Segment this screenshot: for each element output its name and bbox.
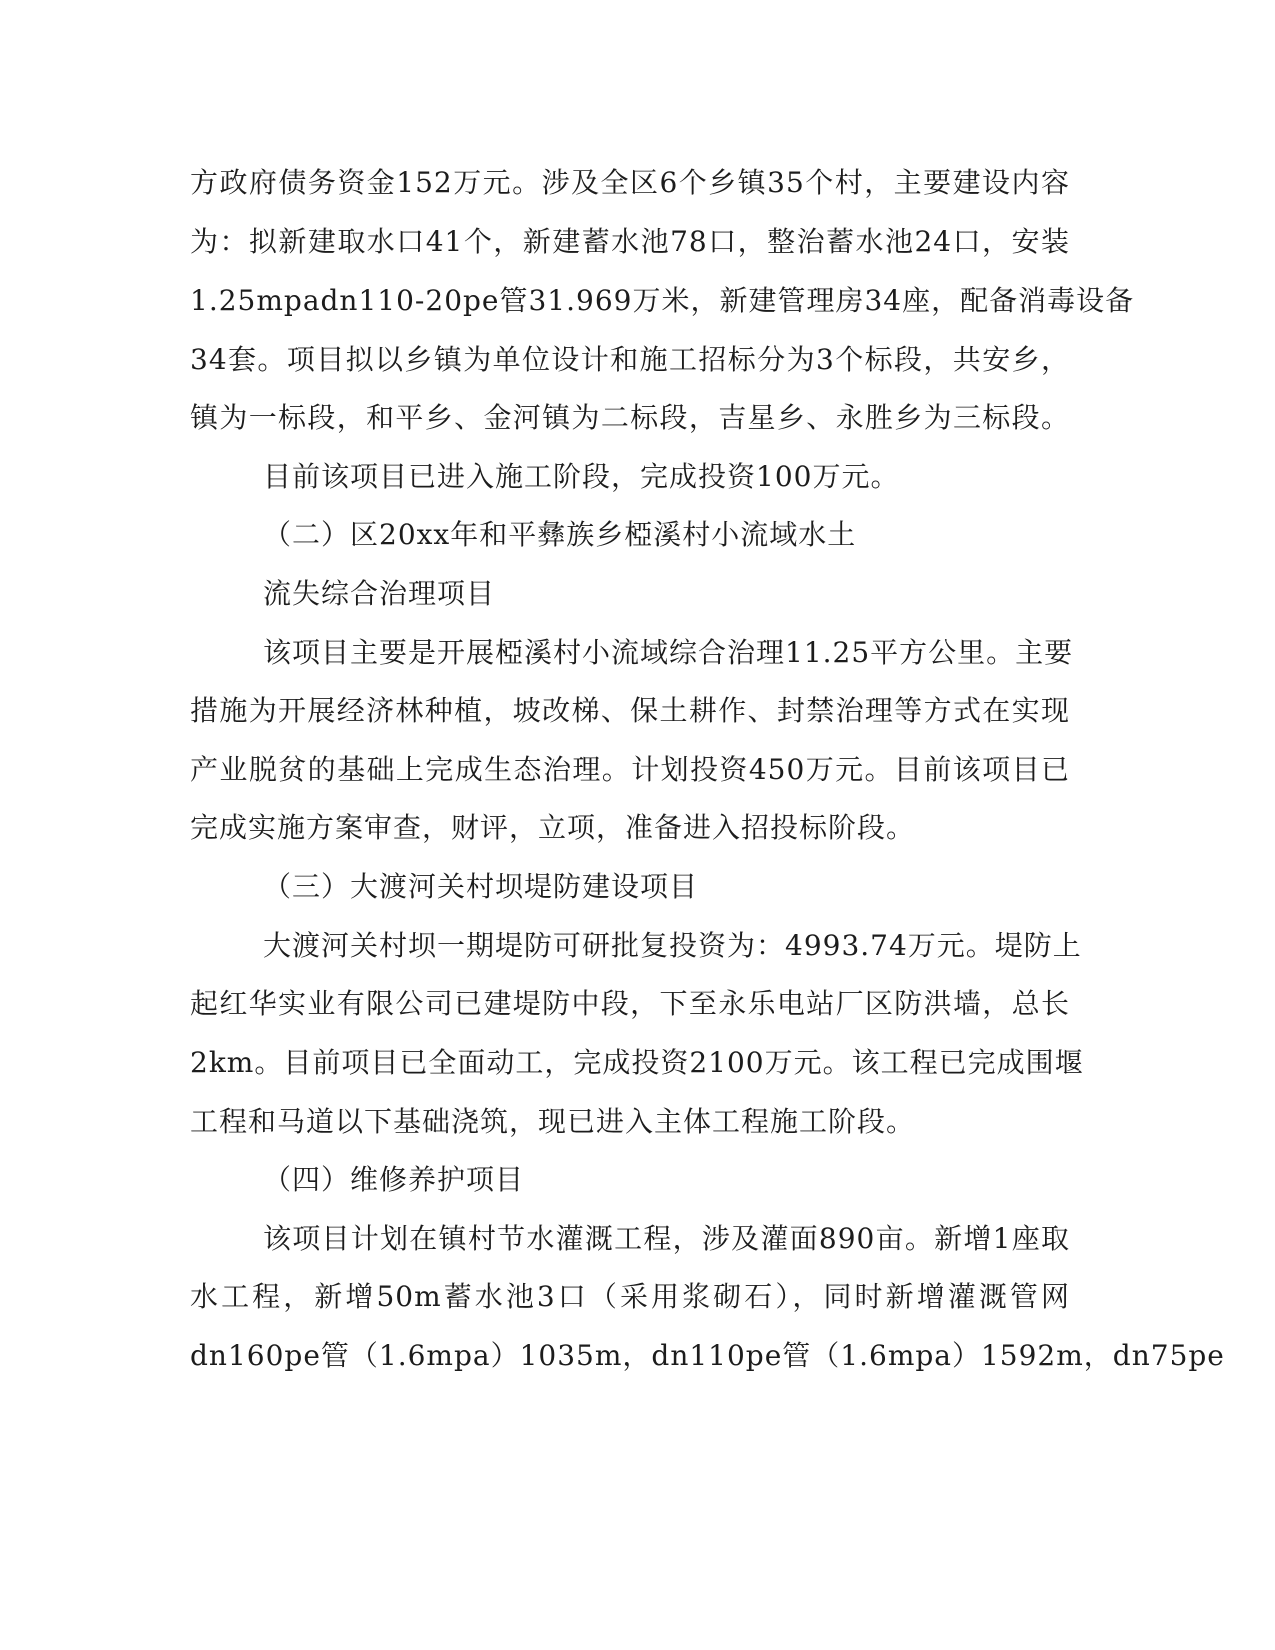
body-text-line: 工程和马道以下基础浇筑，现已进入主体工程施工阶段。 <box>190 1105 916 1138</box>
body-text-line: 水工程，新增50m蓄水池3口（采用浆砌石），同时新增灌溉管网 <box>190 1280 1070 1313</box>
body-text-line: 为：拟新建取水口41个，新建蓄水池78口，整治蓄水池24口，安装 <box>190 225 1070 258</box>
body-text-line: 完成实施方案审查，财评，立项，准备进入招投标阶段。 <box>190 811 916 844</box>
body-text-line: 方政府债务资金152万元。涉及全区6个乡镇35个村，主要建设内容 <box>190 166 1070 199</box>
body-text-line: 大渡河关村坝一期堤防可研批复投资为：4993.74万元。堤防上 <box>263 929 1082 962</box>
body-text-line: dn160pe管（1.6mpa）1035m，dn110pe管（1.6mpa）1592m，dn75pe <box>190 1339 1225 1372</box>
body-text-line: 该项目计划在镇村节水灌溉工程，涉及灌面890亩。新增1座取 <box>263 1222 1070 1255</box>
body-text-line: 2km。目前项目已全面动工，完成投资2100万元。该工程已完成围堰 <box>190 1046 1084 1079</box>
body-text-line: 措施为开展经济林种植，坡改梯、保土耕作、封禁治理等方式在实现 <box>190 694 1070 727</box>
body-text-line: 目前该项目已进入施工阶段，完成投资100万元。 <box>263 460 900 493</box>
section-heading: （三）大渡河关村坝堤防建设项目 <box>263 870 699 903</box>
section-heading-continued: 流失综合治理项目 <box>263 577 496 610</box>
body-text-line: 镇为一标段，和平乡、金河镇为二标段，吉星乡、永胜乡为三标段。 <box>190 401 1070 434</box>
body-text-line: 起红华实业有限公司已建堤防中段，下至永乐电站厂区防洪墙，总长 <box>190 987 1070 1020</box>
body-text-line: 该项目主要是开展椏溪村小流域综合治理11.25平方公里。主要 <box>263 636 1074 669</box>
section-heading: （二）区20xx年和平彝族乡椏溪村小流域水土 <box>263 518 857 551</box>
body-text-line: 1.25mpadn110-20pe管31.969万米，新建管理房34座，配备消毒设备 <box>190 284 1135 317</box>
body-text-line: 34套。项目拟以乡镇为单位设计和施工招标分为3个标段，共安乡， <box>190 343 1070 376</box>
body-text-line: 产业脱贫的基础上完成生态治理。计划投资450万元。目前该项目已 <box>190 753 1070 786</box>
section-heading: （四）维修养护项目 <box>263 1163 525 1196</box>
